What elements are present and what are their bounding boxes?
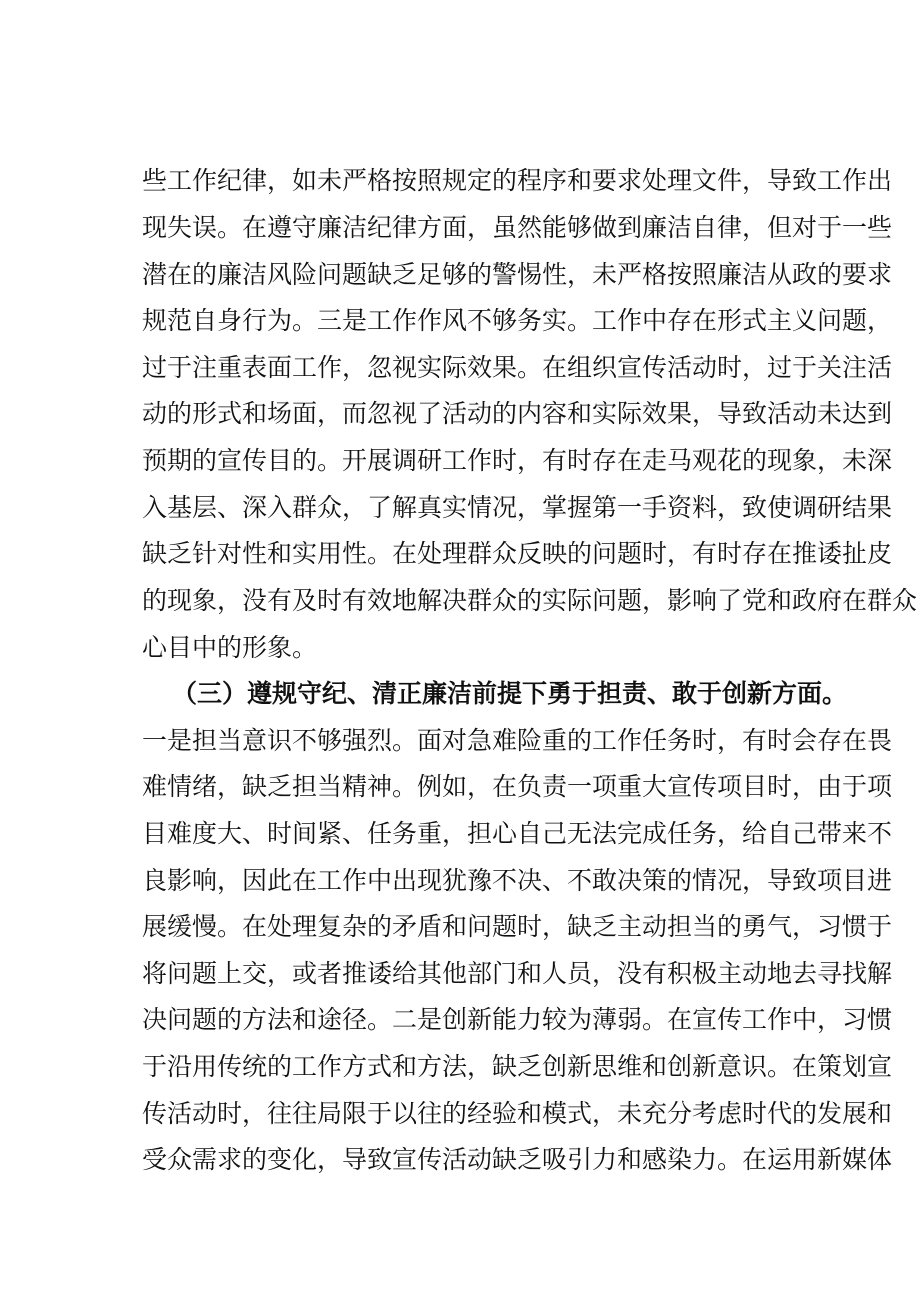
body-line: 受众需求的变化，导致宣传活动缺乏吸引力和感染力。在运用新媒体 bbox=[142, 1145, 893, 1174]
body-line: 些工作纪律，如未严格按照规定的程序和要求处理文件，导致工作出 bbox=[142, 166, 893, 195]
body-line: 潜在的廉洁风险问题缺乏足够的警惕性，未严格按照廉洁从政的要求 bbox=[142, 260, 893, 289]
body-line: 于沿用传统的工作方式和方法，缺乏创新思维和创新意识。在策划宣 bbox=[142, 1052, 893, 1081]
body-line: 目难度大、时间紧、任务重，担心自己无法完成任务，给自己带来不 bbox=[142, 819, 893, 848]
body-line: 良影响，因此在工作中出现犹豫不决、不敢决策的情况，导致项目进 bbox=[142, 866, 893, 895]
body-line: 决问题的方法和途径。二是创新能力较为薄弱。在宣传工作中，习惯 bbox=[142, 1005, 893, 1034]
body-line: 现失误。在遵守廉洁纪律方面，虽然能够做到廉洁自律，但对于一些 bbox=[142, 213, 893, 242]
body-line: 过于注重表面工作，忽视实际效果。在组织宣传活动时，过于关注活 bbox=[142, 353, 893, 382]
body-line: 的现象，没有及时有效地解决群众的实际问题，影响了党和政府在群众 bbox=[142, 586, 918, 615]
body-line: 动的形式和场面，而忽视了活动的内容和实际效果，导致活动未达到 bbox=[142, 399, 893, 428]
section-heading: （三）遵规守纪、清正廉洁前提下勇于担责、敢于创新方面。 bbox=[172, 679, 848, 708]
body-line: 将问题上交，或者推诿给其他部门和人员，没有积极主动地去寻找解 bbox=[142, 959, 893, 988]
body-line: 心目中的形象。 bbox=[142, 633, 318, 662]
body-line: 缺乏针对性和实用性。在处理群众反映的问题时，有时存在推诿扯皮 bbox=[142, 539, 893, 568]
body-line: 入基层、深入群众，了解真实情况，掌握第一手资料，致使调研结果 bbox=[142, 493, 893, 522]
body-line: 传活动时，往往局限于以往的经验和模式，未充分考虑时代的发展和 bbox=[142, 1099, 893, 1128]
body-line: 规范自身行为。三是工作作风不够务实。工作中存在形式主义问题， bbox=[142, 306, 893, 335]
body-line: 展缓慢。在处理复杂的矛盾和问题时，缺乏主动担当的勇气，习惯于 bbox=[142, 912, 893, 941]
body-line: 一是担当意识不够强烈。面对急难险重的工作任务时，有时会存在畏 bbox=[142, 726, 893, 755]
body-line: 预期的宣传目的。开展调研工作时，有时存在走马观花的现象，未深 bbox=[142, 446, 893, 475]
body-line: 难情绪，缺乏担当精神。例如，在负责一项重大宣传项目时，由于项 bbox=[142, 772, 893, 801]
